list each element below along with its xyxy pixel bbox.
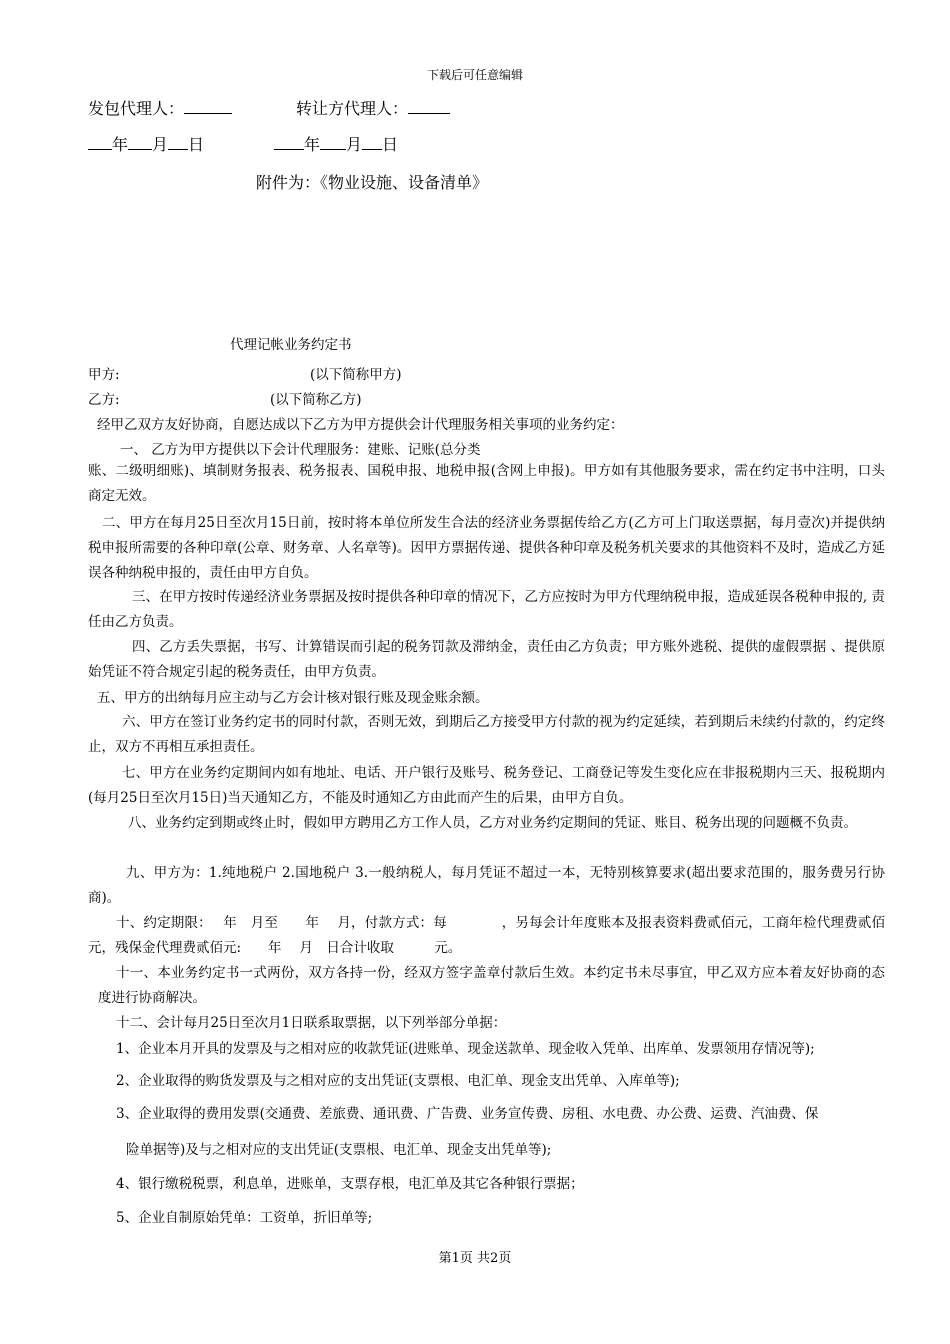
- day-label: 日: [188, 135, 205, 154]
- month-label: 月: [346, 135, 363, 154]
- page-header: 下载后可任意编辑: [426, 68, 523, 82]
- contractor-agent-blank: [184, 99, 232, 114]
- page-footer: 第1页 共2页: [438, 1251, 512, 1266]
- contractor-agent-line: [88, 96, 232, 119]
- day-label: 日: [382, 135, 399, 154]
- month-label: 月: [152, 135, 169, 154]
- contractor-date-line: [88, 132, 204, 155]
- attachment-note: 附件为：《物业设施、设备清单》: [256, 173, 489, 192]
- clause-1-first-line: 一、 乙方为甲方提供以下会计代理服务：建账、记账(总分类: [120, 442, 481, 458]
- clause-1-rest: 账、二级明细账)、填制财务报表、税务报表、国税申报、地税申报(含网上申报)。甲方如有其他服务要求，需在约定书中注明，口头商定无效。: [88, 463, 885, 504]
- clause-8: 八、业务约定到期或终止时，假如甲方聘用乙方工作人员，乙方对业务约定期间的凭证、账目、税务出现的问题概不负责。: [128, 815, 857, 831]
- transferor-agent-blank: [408, 99, 450, 114]
- list-item: 4、银行缴税税票，利息单，进账单，支票存根，电汇单及其它各种银行票据；: [116, 1176, 584, 1192]
- list-item: 3、企业取得的费用发票(交通费、差旅费、通讯费、广告费、业务宣传费、房租、水电费、办公费、运费、汽油费、保: [116, 1106, 819, 1122]
- list-item: 1、企业本月开具的发票及与之相对应的收款凭证(进账单、现金送款单、现金收入凭单、出库单、发票领用存情况等);: [116, 1041, 815, 1057]
- clause-4: 四、乙方丢失票据，书写、计算错误而引起的税务罚款及滞纳金，责任由乙方负责；甲方账外逃税、提供的虚假票据 、提供原始凭证不符合规定引起的税务责任，由甲方负责。: [88, 639, 885, 680]
- clause-11: 十一、本业务约定书一式两份，双方各持一份，经双方签字盖章付款后生效。本约定书未尽事宜，甲乙双方应本着友好协商的态度进行协商解决。: [98, 965, 885, 1006]
- clause-6: 六、甲方在签订业务约定书的同时付款，否则无效，到期后乙方接受甲方付款的视为约定延续，若到期后未续约付款的，约定终止，双方不再相互承担责任。: [88, 714, 885, 755]
- transferor-agent-line: [296, 96, 450, 119]
- party-b-abbr: (以下简称乙方): [270, 392, 362, 408]
- clause-3: 三、在甲方按时传递经济业务票据及按时提供各种印章的情况下，乙方应按时为甲方代理纳税申报，造成延误各税种申报的, 责任由乙方负责。: [88, 589, 885, 630]
- transferor-agent-label: 转让方代理人：: [296, 99, 409, 118]
- transferor-date-line: [274, 132, 398, 155]
- clause-10: 十、约定期限： 年 月至 年 月，付款方式：每 ，另每会计年度账本及报表资料费贰佰元，工商年检代理费贰佰元，残保金代理费贰佰元: 年 月 日合计收取 元。: [88, 915, 885, 956]
- list-item: 5、企业自制原始凭单：工资单，折旧单等;: [116, 1210, 373, 1226]
- document-title: 代理记帐业务约定书: [230, 337, 352, 353]
- list-item: 险单据等)及与之相对应的支出凭证(支票根、电汇单、现金支出凭单等);: [126, 1142, 552, 1158]
- year-label: 年: [304, 135, 321, 154]
- clause-5: 五、甲方的出纳每月应主动与乙方会计核对银行账及现金账余额。: [97, 690, 489, 706]
- party-b-label: 乙方:: [88, 392, 120, 408]
- clause-2: 二、甲方在每月25日至次月15日前，按时将本单位所发生合法的经济业务票据传给乙方(乙方可上门取送票据，每月壹次)并提供纳税申报所需要的各种印章(公章、财务章、人名章等)。因甲方票据传递、提供各种印章及税务机关要求的其他资料不及时，造成乙方延误各种纳税申报的，责任由甲方自负。: [88, 515, 885, 581]
- year-label: 年: [112, 135, 129, 154]
- clause-9: 九、甲方为：1.纯地税户 2.国地税户 3.一般纳税人，每月凭证不超过一本，无特别核算要求(超出要求范围的，服务费另行协商)。: [88, 865, 885, 906]
- party-a-label: 甲方:: [88, 367, 120, 383]
- contractor-agent-label: 发包代理人：: [88, 99, 185, 118]
- clause-7: 七、甲方在业务约定期间内如有地址、电话、开户银行及账号、税务登记、工商登记等发生变化应在非报税期内三天、报税期内(每月25日至次月15日)当天通知乙方，不能及时通知乙方由此而产生的后果，由甲方自负。: [88, 765, 885, 806]
- party-a-abbr: (以下简称甲方): [310, 367, 402, 383]
- clause-12: 十二、会计每月25日至次月1日联系取票据，以下列举部分单据：: [116, 1015, 507, 1031]
- list-item: 2、企业取得的购货发票及与之相对应的支出凭证(支票根、电汇单、现金支出凭单、入库单等);: [116, 1073, 680, 1089]
- intro-paragraph: 经甲乙双方友好协商，自愿达成以下乙方为甲方提供会计代理服务相关事项的业务约定：: [97, 417, 624, 433]
